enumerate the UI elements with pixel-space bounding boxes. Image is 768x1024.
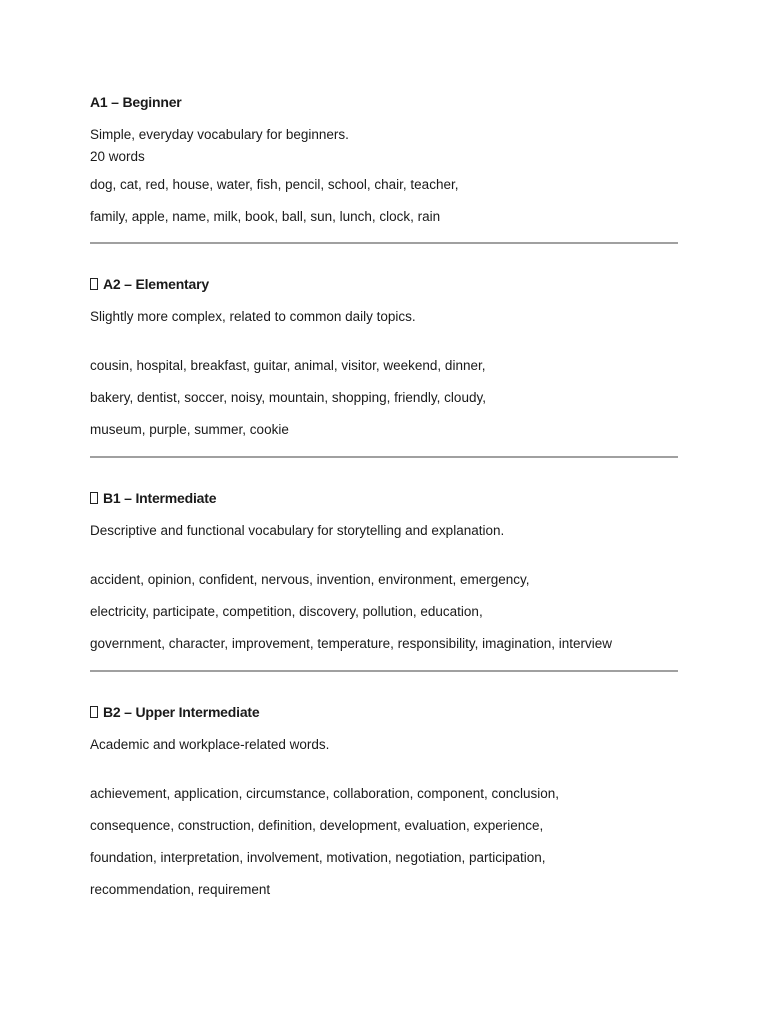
missing-glyph-icon xyxy=(90,492,98,504)
missing-glyph-icon xyxy=(90,706,98,718)
section-divider xyxy=(90,670,678,672)
word-line: accident, opinion, confident, nervous, invention, environment, emergency, xyxy=(90,572,530,587)
section-title: B1 – Intermediate xyxy=(103,490,217,506)
section-description: Simple, everyday vocabulary for beginners. xyxy=(90,127,349,142)
word-line: bakery, dentist, soccer, noisy, mountain, shopping, friendly, cloudy, xyxy=(90,390,486,405)
word-line: foundation, interpretation, involvement, motivation, negotiation, participation, xyxy=(90,850,546,865)
section-heading: A1 – Beginner xyxy=(90,94,182,110)
missing-glyph-icon xyxy=(90,278,98,290)
word-list xyxy=(90,564,612,660)
word-line: dog, cat, red, house, water, fish, pencil, school, chair, teacher, xyxy=(90,177,459,192)
section-description: Academic and workplace-related words. xyxy=(90,737,330,752)
section-a2 xyxy=(90,274,486,446)
word-count: 20 words xyxy=(90,149,145,164)
word-list xyxy=(90,778,559,906)
word-line: government, character, improvement, temperature, responsibility, imagination, interview xyxy=(90,636,612,651)
section-divider xyxy=(90,456,678,458)
section-description: Slightly more complex, related to common daily topics. xyxy=(90,309,416,324)
section-b2 xyxy=(90,702,559,906)
section-description: Descriptive and functional vocabulary for storytelling and explanation. xyxy=(90,523,505,538)
word-line: consequence, construction, definition, development, evaluation, experience, xyxy=(90,818,544,833)
section-heading xyxy=(90,274,486,294)
word-line: museum, purple, summer, cookie xyxy=(90,422,289,437)
word-line: cousin, hospital, breakfast, guitar, animal, visitor, weekend, dinner, xyxy=(90,358,486,373)
word-line: recommendation, requirement xyxy=(90,882,271,897)
section-heading xyxy=(90,702,559,722)
section-divider xyxy=(90,242,678,244)
word-line: achievement, application, circumstance, collaboration, component, conclusion, xyxy=(90,786,560,801)
section-a1 xyxy=(90,92,458,233)
section-b1 xyxy=(90,488,612,660)
section-heading xyxy=(90,488,612,508)
section-title: B2 – Upper Intermediate xyxy=(103,704,260,720)
section-title: A2 – Elementary xyxy=(103,276,209,292)
word-line: electricity, participate, competition, discovery, pollution, education, xyxy=(90,604,483,619)
word-line: family, apple, name, milk, book, ball, sun, lunch, clock, rain xyxy=(90,209,441,224)
word-list xyxy=(90,169,458,233)
word-list xyxy=(90,350,486,446)
